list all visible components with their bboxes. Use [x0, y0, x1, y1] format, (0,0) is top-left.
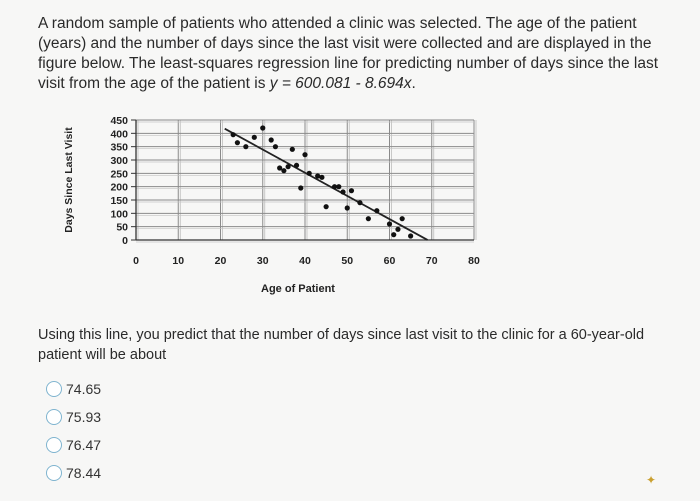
data-point — [340, 189, 345, 194]
option-1[interactable] — [46, 375, 101, 403]
data-point — [260, 125, 265, 130]
data-point — [273, 144, 278, 149]
option-label: 75.93 — [66, 409, 102, 425]
y-tick-label: 150 — [110, 195, 128, 207]
data-point — [324, 204, 329, 209]
question-prompt: Using this line, you predict that the number of days since last visit to the clinic for a 60-year-old patient will be about — [38, 327, 645, 363]
y-tick-label: 50 — [116, 221, 128, 234]
question-lead: A random sample of patients who attended a clinic was selected. The age of the patient (years) and the number of days since the last visit were collected and are displayed in the figure below. The least-squares regression line for predicting number of days since the last visit from the age of the patient is — [38, 15, 659, 92]
scatter-chart — [0, 100, 700, 310]
x-tick-label: 60 — [383, 255, 396, 267]
option-3[interactable] — [46, 431, 101, 459]
y-tick-label: 100 — [110, 208, 128, 221]
data-point — [298, 185, 303, 190]
x-tick-label: 80 — [468, 255, 480, 267]
data-point — [366, 216, 371, 221]
y-tick-label: 200 — [110, 181, 128, 194]
data-point — [235, 140, 240, 145]
sparkle-icon: ✦ — [645, 473, 656, 487]
data-point — [286, 164, 291, 169]
data-point — [302, 152, 307, 157]
chart-grid — [136, 120, 476, 242]
data-point — [391, 232, 396, 237]
x-tick-label: 30 — [256, 255, 269, 267]
x-tick-label: 0 — [133, 255, 139, 267]
data-point — [374, 208, 379, 213]
data-point — [357, 200, 362, 205]
question-text — [38, 14, 678, 94]
radio-button[interactable] — [46, 465, 62, 481]
x-tick-label: 10 — [172, 255, 185, 267]
data-point — [336, 184, 341, 189]
answer-options — [46, 375, 101, 487]
y-tick-label: 300 — [110, 155, 128, 167]
regression-line — [225, 129, 428, 240]
data-point — [307, 171, 312, 176]
radio-button[interactable] — [46, 437, 62, 453]
data-point — [231, 132, 236, 137]
y-tick-label: 350 — [110, 141, 128, 154]
y-tick-label: 450 — [110, 115, 128, 127]
x-tick-label: 50 — [341, 255, 354, 267]
data-point — [345, 205, 350, 210]
data-point — [252, 135, 257, 140]
regression-line-group — [225, 129, 428, 240]
option-label: 78.44 — [66, 465, 102, 481]
option-label: 74.65 — [66, 381, 102, 397]
data-point — [395, 227, 400, 232]
x-tick-label: 20 — [214, 255, 227, 267]
x-axis-label: Age of Patient — [261, 283, 335, 295]
y-tick-label: 250 — [110, 168, 128, 181]
y-axis-label: Days Since Last Visit — [63, 127, 75, 233]
data-point — [319, 175, 324, 180]
option-4[interactable] — [46, 459, 101, 487]
data-point — [408, 233, 413, 238]
x-tick-label: 40 — [299, 255, 311, 267]
question-end: . — [411, 75, 416, 92]
option-label: 76.47 — [66, 437, 102, 453]
data-point — [400, 216, 405, 221]
chart-axes — [131, 120, 474, 240]
data-point — [349, 188, 354, 193]
data-point — [269, 137, 274, 142]
y-tick-label: 400 — [110, 128, 128, 141]
data-point — [290, 147, 295, 152]
x-tick-label: 70 — [425, 255, 438, 267]
option-2[interactable] — [46, 403, 101, 431]
data-point — [243, 144, 248, 149]
data-point — [387, 221, 392, 226]
regression-equation: y = 600.081 - 8.694x — [269, 75, 412, 92]
data-point — [281, 168, 286, 173]
radio-button[interactable] — [46, 381, 62, 397]
radio-button[interactable] — [46, 409, 62, 425]
y-tick-label: 0 — [122, 235, 128, 247]
data-point — [294, 163, 299, 168]
